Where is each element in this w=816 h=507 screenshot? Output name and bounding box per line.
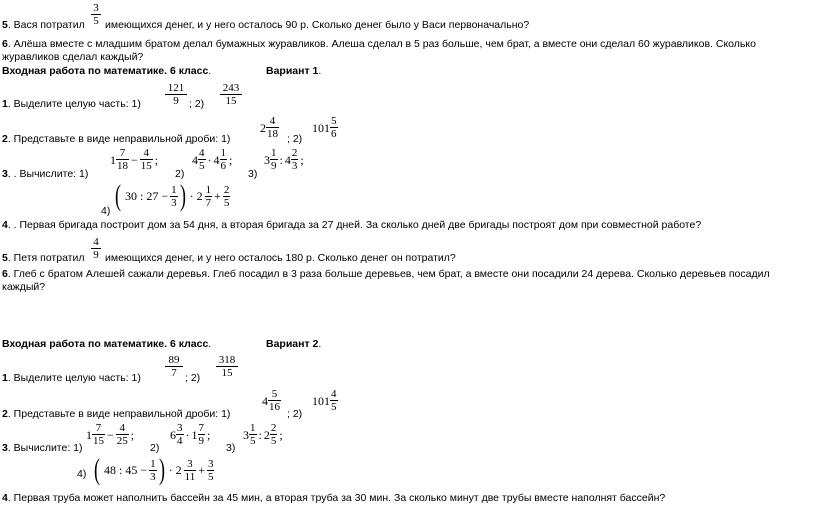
problem-5-top: 5. Вася потратил — [2, 19, 85, 31]
expression-2: 6 $\frac{3}{4}$ · 1 $\frac{7}{9}$ ; — [170, 422, 211, 447]
separator: 4) — [77, 468, 87, 480]
expression-3: 3 $\frac{1}{5}$ : 2 $\frac{2}{5}$ ; — [243, 422, 283, 447]
v1-question-4: 4. . Первая бригада построит дом за 54 дня, а вторая бригада за 27 дней. За сколько дней две бригады построят дом при совместной работе? — [2, 219, 702, 231]
separator: 3) — [248, 168, 258, 180]
v1-question-6: 6. Глеб с братом Алешей сажали деревья. Глеб посадил в 3 раза больше деревьев, чем брат, а вместе они посадили 24 дерева. Сколько деревьев посадил — [2, 268, 770, 280]
fraction: 318 15 — [216, 354, 238, 379]
separator: ; 2) — [185, 372, 201, 384]
v2-question-4: 4. Первая труба может наполнить бассейн за 45 мин, а вторая труба за 30 мин. За сколько минут две трубы вместе наполнят бассейн? — [2, 492, 666, 504]
mixed-number: 2 $\frac{4}{18}$ — [260, 115, 278, 140]
mixed-number: 4 $\frac{5}{16}$ — [262, 388, 280, 413]
fraction: 4 9 — [91, 236, 101, 261]
variant-2-title: Входная работа по математике. 6 класс. — [2, 338, 212, 350]
separator: ; 2) — [189, 98, 205, 110]
problem-text-line2: каждый? — [2, 281, 46, 293]
expression-3: 3 $\frac{1}{9}$ : 4 $\frac{2}{3}$ ; — [264, 147, 304, 172]
v2-question-2: 2. Представьте в виде неправильной дроби: 1) — [2, 408, 231, 420]
problem-6-top-line2: журавликов сделал каждый? — [2, 51, 144, 63]
variant-1-label: Вариант 1. — [266, 65, 322, 77]
separator: ; 2) — [287, 133, 303, 145]
expression-2: 4 $\frac{4}{5}$ · 4 $\frac{1}{6}$ ; — [192, 147, 233, 172]
separator: 4) — [101, 205, 111, 217]
problem-5-top-text: имеющихся денег, и у него осталось 90 р. Сколько денег было у Васи первоначально? — [105, 19, 530, 31]
variant-2-label: Вариант 2. — [266, 338, 322, 350]
fraction: 3 5 — [91, 2, 101, 27]
expression-1: 1 $\frac{7}{15}$ − $\frac{4}{25}$ ; — [86, 422, 135, 447]
fraction: 121 9 — [165, 82, 187, 107]
fraction: 89 7 — [165, 354, 183, 379]
separator: 3) — [226, 442, 236, 454]
expression-4: ( 48 : 45 − $\frac{1}{3}$ ) · 2 $\frac{3}{11}$ + $\frac{3}{5}$ — [94, 453, 214, 486]
v1-question-1: 1. Выделите целую часть: 1) — [2, 98, 141, 110]
v1-question-3: 3. . Вычислите: 1) — [2, 168, 89, 180]
variant-1-title: Входная работа по математике. 6 класс. — [2, 65, 212, 77]
expression-1: 1 $\frac{7}{18}$ − $\frac{4}{15}$ ; — [110, 147, 159, 172]
mixed-number: 101 $\frac{5}{6}$ — [312, 115, 337, 140]
separator: 2) — [175, 168, 185, 180]
problem-6-top: 6. Алёша вместе с младшим братом делал бумажных журавликов. Алеша сделал в 5 раз больше, чем брат, а вместе они сделал 60 журавликов. Сколько — [2, 38, 756, 50]
v2-question-1: 1. Выделите целую часть: 1) — [2, 372, 141, 384]
fraction: 243 15 — [220, 82, 242, 107]
v1-question-2: 2. Представьте в виде неправильной дроби: 1) — [2, 133, 231, 145]
expression-4: ( 30 : 27 − $\frac{1}{3}$ ) · 2 $\frac{1}{7}$ + $\frac{2}{5}$ — [115, 179, 230, 212]
v1-question-5: 5. Петя потратил — [2, 252, 85, 264]
separator: ; 2) — [287, 408, 303, 420]
mixed-number: 101 $\frac{4}{5}$ — [312, 388, 337, 413]
v2-question-3: 3. Вычислите: 1) — [2, 442, 83, 454]
separator: 2) — [150, 442, 160, 454]
problem-text: имеющихся денег, и у него осталось 180 р. Сколько денег он потратил? — [105, 252, 456, 264]
